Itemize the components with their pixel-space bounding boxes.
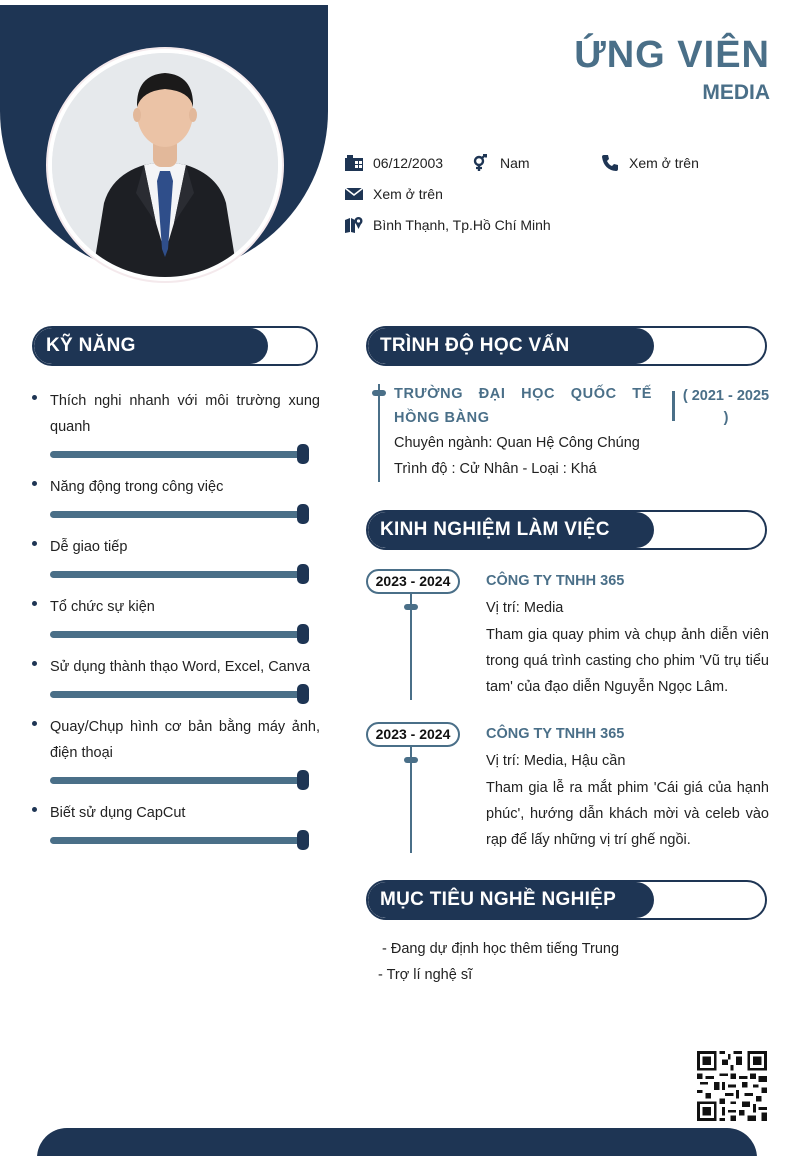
skill-bar [50, 451, 308, 458]
skill-item [32, 594, 322, 644]
skill-label: Sử dụng thành thạo Word, Excel, Canva [50, 659, 311, 675]
skill-level-knob [297, 504, 309, 524]
skills-title: KỸ NĂNG [46, 335, 136, 356]
skill-item [32, 714, 322, 790]
skill-label: Biết sử dụng CapCut [50, 805, 186, 821]
skill-level-knob [297, 830, 309, 850]
education-years: ( 2021 - 2025 ) [682, 388, 770, 426]
dob-row [344, 154, 443, 172]
experience-description: Tham gia lễ ra mắt phim 'Cái giá của hạnh phúc', hướng dẫn khách mời và celeb vào rạp để lấy những vị trí ghế ngồi. [486, 780, 769, 848]
phone-row [600, 154, 699, 172]
experience-position: Vị trí: Media, Hậu cần [486, 753, 626, 769]
skill-item [32, 534, 322, 584]
education-major: Chuyên ngành: Quan Hệ Công Chúng [394, 435, 640, 451]
education-level: Trình độ : Cử Nhân - Loại : Khá [394, 461, 597, 477]
skill-label: Tổ chức sự kiện [50, 599, 155, 615]
experience-timeline-marker [404, 757, 418, 763]
phone-value: Xem ở trên [629, 155, 699, 171]
experience-header [366, 510, 767, 550]
footer-background-shape [37, 1128, 757, 1156]
skill-label: Thích nghi nhanh với môi trường xung quanh [50, 393, 320, 435]
dob-value: 06/12/2003 [373, 155, 444, 171]
skill-label: Quay/Chụp hình cơ bản bằng máy ảnh, điện thoại [50, 719, 320, 761]
school-name: TRƯỜNG ĐẠI HỌC QUỐC TẾ HỒNG BÀNG [394, 386, 652, 426]
skill-level-knob [297, 624, 309, 644]
skill-bar [50, 777, 308, 784]
skill-bar [50, 511, 308, 518]
skill-bar [50, 691, 308, 698]
calendar-icon [344, 154, 364, 172]
education-timeline-marker [372, 390, 386, 396]
experience-years: 2023 - 2024 [366, 722, 460, 747]
skill-item [32, 654, 322, 704]
skills-header [32, 326, 318, 366]
goals-title: MỤC TIÊU NGHỀ NGHIỆP [380, 889, 617, 910]
email-value: Xem ở trên [373, 186, 443, 202]
skill-label: Năng động trong công việc [50, 479, 224, 495]
goals-header [366, 880, 767, 920]
skill-level-knob [297, 684, 309, 704]
skill-bar [50, 571, 308, 578]
goal-item: - Trợ lí nghệ sĩ [378, 967, 473, 983]
experience-timeline-marker [404, 604, 418, 610]
experience-position: Vị trí: Media [486, 600, 564, 616]
qr-code-icon [697, 1051, 767, 1121]
experience-title: KINH NGHIỆM LÀM VIỆC [380, 519, 610, 540]
candidate-name: ỨNG VIÊN [574, 34, 770, 76]
address-row [344, 216, 551, 234]
phone-icon [600, 154, 620, 172]
gender-value: Nam [500, 155, 530, 171]
experience-company: CÔNG TY TNHH 365 [486, 573, 625, 589]
profile-photo [48, 49, 282, 281]
skill-level-knob [297, 444, 309, 464]
experience-description: Tham gia quay phim và chụp ảnh diễn viên trong quá trình casting cho phim 'Vũ trụ tiểu tam' của đạo diễn Nguyễn Ngọc Lâm. [486, 627, 769, 695]
education-title: TRÌNH ĐỘ HỌC VẤN [380, 335, 570, 356]
gender-row [471, 154, 530, 172]
gender-icon [471, 154, 491, 172]
education-timeline-line [378, 384, 380, 482]
skill-item [32, 474, 322, 524]
experience-years: 2023 - 2024 [366, 569, 460, 594]
map-pin-icon [344, 216, 364, 234]
email-row [344, 185, 443, 203]
experience-company: CÔNG TY TNHH 365 [486, 726, 625, 742]
skill-item [32, 800, 322, 850]
education-header [366, 326, 767, 366]
candidate-role: MEDIA [702, 81, 770, 104]
skill-level-knob [297, 564, 309, 584]
skill-bar [50, 631, 308, 638]
skill-bar [50, 837, 308, 844]
address-value: Bình Thạnh, Tp.Hồ Chí Minh [373, 217, 551, 233]
goal-item: - Đang dự định học thêm tiếng Trung [378, 941, 620, 957]
education-divider [672, 391, 675, 421]
skill-item [32, 388, 322, 458]
mail-icon [344, 185, 364, 203]
skill-label: Dễ giao tiếp [50, 539, 128, 555]
skill-level-knob [297, 770, 309, 790]
